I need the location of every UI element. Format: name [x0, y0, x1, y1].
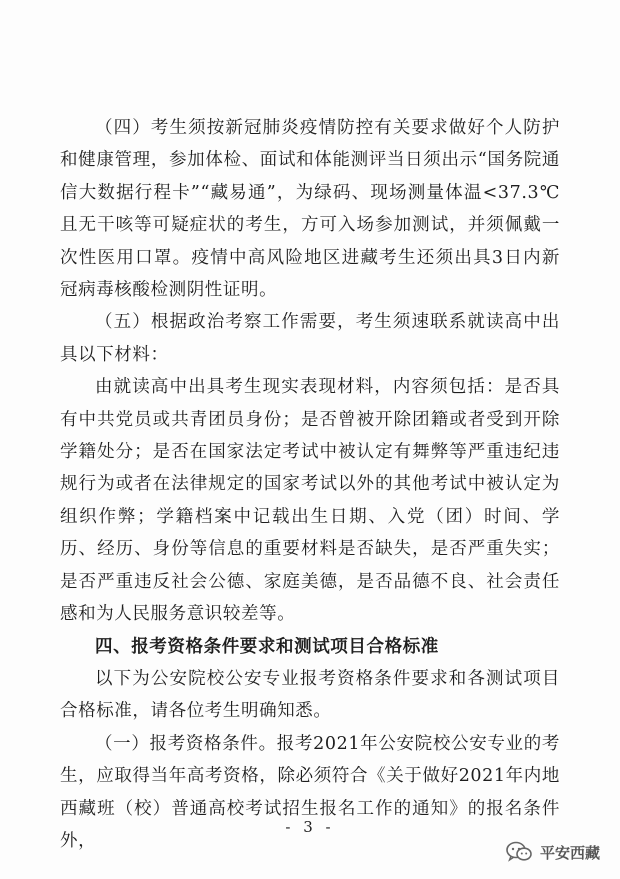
paragraph-eligibility: （一）报考资格条件。报考2021年公安院校公安专业的考生，应取得当年高考资格，除必须符合《关于做好2021年内地西藏班（校）普通高校考试招生报名工作的通知》的报名条件外，	[60, 733, 560, 851]
watermark-text: 平安西藏	[539, 843, 600, 862]
paragraph-political-review: （五）根据政治考察工作需要，考生须速联系就读高中出具以下材料：	[60, 312, 560, 365]
watermark	[506, 841, 600, 863]
page-number: - 3 -	[285, 818, 335, 836]
section-heading: 四、报考资格条件要求和测试项目合格标准	[95, 636, 439, 657]
paragraph-health-requirements: （四）考生须按新冠肺炎疫情防控有关要求做好个人防护和健康管理，参加体检、面试和体能测评当日须出示“国务院通信大数据行程卡”“藏易通”，为绿码、现场测量体温<37.3℃且无干咳等可疑症状的考生，方可入场参加测试，并须佩戴一次性医用口罩。疫情中高风险地区进藏考生还须出具3日内新冠病毒核酸检测阴性证明。	[60, 118, 560, 301]
paragraph-performance-materials: 由就读高中出具考生现实表现材料，内容须包括：是否具有中共党员或共青团员身份；是否曾被开除团籍或者受到开除学籍处分；是否在国家法定考试中被认定有舞弊等严重违纪违规行为或者在法律规定的国家考试以外的其他考试中被认定为组织作弊；学籍档案中记载出生日期、入党（团）时间、学历、经历、身份等信息的重要材料是否缺失，是否严重失实；是否严重违反社会公德、家庭美德，是否品德不良、社会责任感和为人民服务意识较差等。	[60, 377, 560, 625]
document-body	[60, 112, 560, 857]
wechat-icon	[506, 841, 532, 863]
paragraph-standards-intro: 以下为公安院校公安专业报考资格条件要求和各测试项目合格标准，请各位考生明确知悉。	[60, 668, 560, 722]
